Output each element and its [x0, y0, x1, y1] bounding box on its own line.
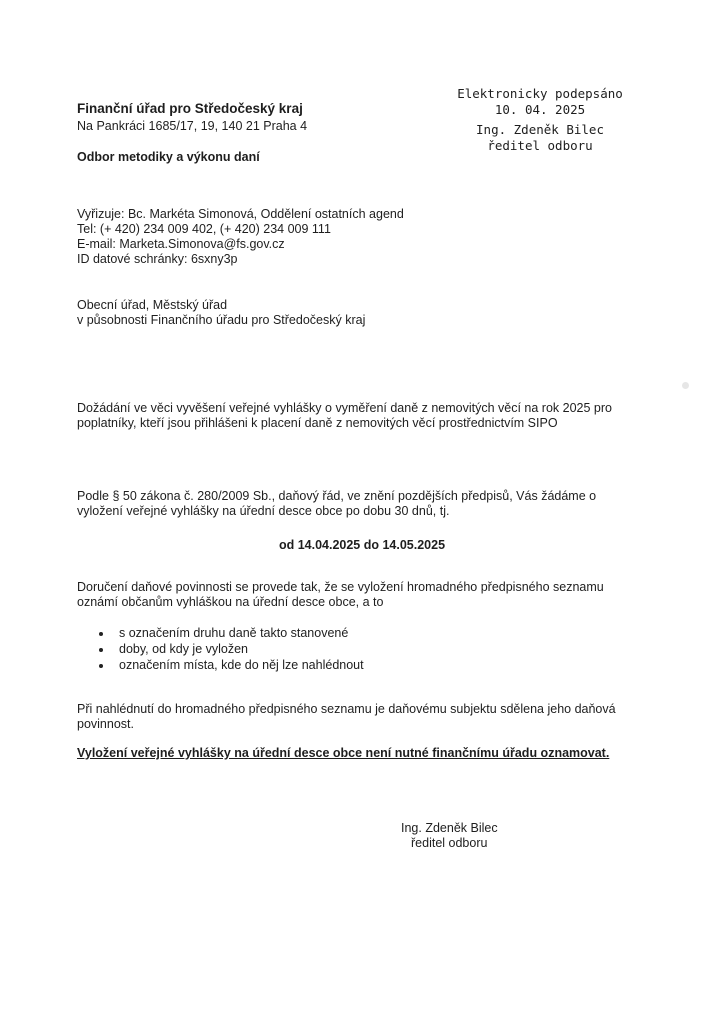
signature-date: 10. 04. 2025 — [494, 102, 586, 117]
sender-address: Na Pankráci 1685/17, 19, 140 21 Praha 4 — [77, 119, 308, 133]
body-paragraph-2 — [77, 580, 604, 610]
bullet-icon — [99, 632, 103, 636]
bullet-text: doby, od kdy je vyložen — [119, 642, 249, 656]
contact-handled-by: Vyřizuje: Bc. Markéta Simonová, Oddělení ostatních agend — [77, 207, 404, 221]
signatory-title: ředitel odboru — [411, 836, 488, 850]
bullet-icon — [99, 648, 103, 652]
signature-name: Ing. Zdeněk Bilec — [476, 122, 604, 137]
para2-line-2: oznámí občanům vyhláškou na úřední desce obce, a to — [77, 595, 384, 609]
bullet-text: s označením druhu daně takto stanovené — [119, 626, 349, 640]
bullet-item — [77, 626, 364, 641]
sender-org-name: Finanční úřad pro Středočeský kraj — [77, 101, 303, 116]
contact-email: E-mail: Marketa.Simonova@fs.gov.cz — [77, 237, 285, 251]
scan-speck — [682, 382, 689, 389]
para3-line-1: Při nahlédnutí do hromadného předpisného seznamu je daňovému subjektu sdělena jeho daňová — [77, 702, 616, 716]
vyhlaska-period: od 14.04.2025 do 14.05.2025 — [278, 538, 446, 552]
bullet-list — [77, 626, 364, 673]
signature-line-1: Elektronicky podepsáno — [457, 86, 623, 101]
sender-department: Odbor metodiky a výkonu daní — [77, 150, 260, 164]
recipient-line-2: v působnosti Finančního úřadu pro Středočeský kraj — [77, 313, 366, 327]
body-paragraph-1 — [77, 489, 596, 519]
signatory-name: Ing. Zdeněk Bilec — [401, 821, 498, 835]
para2-line-1: Doručení daňové povinnosti se provede tak, že se vyložení hromadného předpisného seznamu — [77, 580, 604, 594]
electronic-signature-stamp — [450, 86, 630, 154]
bullet-icon — [99, 664, 103, 668]
recipient-line-1: Obecní úřad, Městský úřad — [77, 298, 228, 312]
contact-phone: Tel: (+ 420) 234 009 402, (+ 420) 234 009 111 — [77, 222, 331, 236]
signatory-block — [401, 821, 498, 851]
signature-title: ředitel odboru — [487, 138, 593, 153]
notice-statement: Vyložení veřejné vyhlášky na úřední desce obce není nutné finančnímu úřadu oznamovat. — [77, 746, 610, 760]
para1-line-2: vyložení veřejné vyhlášky na úřední desce obce po dobu 30 dnů, tj. — [77, 504, 450, 518]
bullet-item — [77, 642, 364, 657]
subject-block — [77, 401, 612, 431]
body-paragraph-3 — [77, 702, 616, 732]
subject-line-1: Dožádání ve věci vyvěšení veřejné vyhlášky o vyměření daně z nemovitých věcí na rok 2025 pro — [77, 401, 612, 415]
para1-line-1: Podle § 50 zákona č. 280/2009 Sb., daňový řád, ve znění pozdějších předpisů, Vás žádáme o — [77, 489, 597, 503]
bullet-item — [77, 658, 364, 673]
contact-databox: ID datové schránky: 6sxny3p — [77, 252, 238, 266]
subject-line-2: poplatníky, kteří jsou přihlášeni k placení daně z nemovitých věcí prostřednictvím SIPO — [77, 416, 558, 430]
recipient-block — [77, 298, 365, 328]
para3-line-2: povinnost. — [77, 717, 134, 731]
bullet-text: označením místa, kde do něj lze nahlédnout — [119, 658, 364, 672]
contact-block — [77, 207, 404, 267]
